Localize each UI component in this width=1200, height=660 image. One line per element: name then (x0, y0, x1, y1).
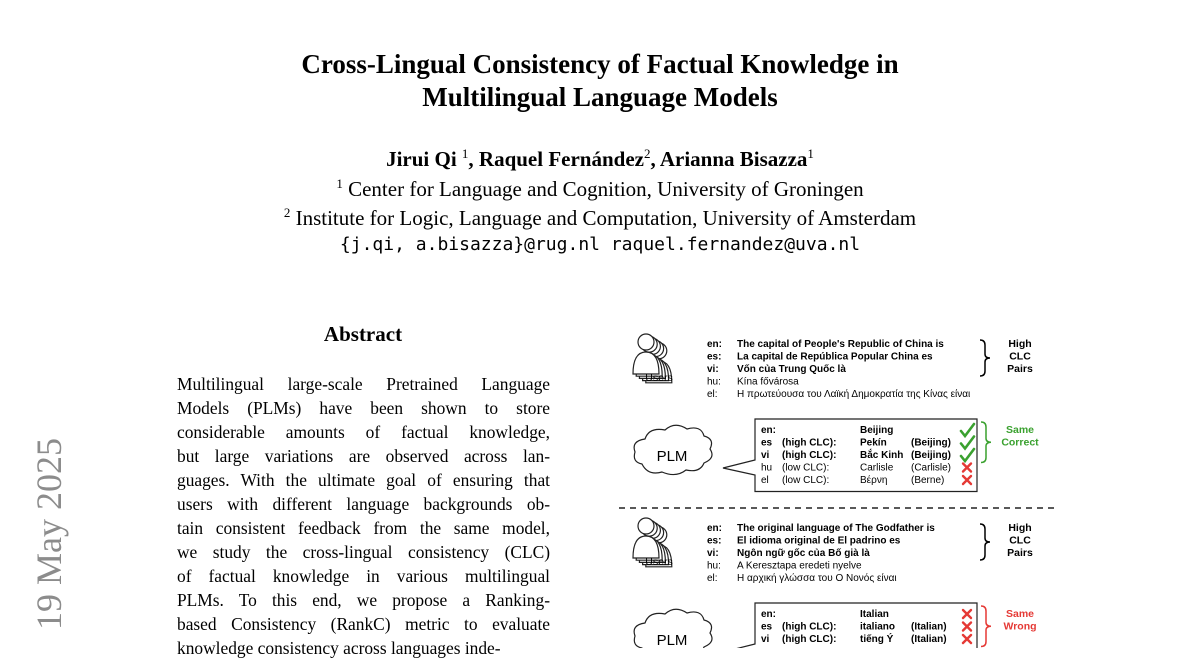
abstract-line: knowledge consistency across languages inde- (177, 638, 501, 658)
abstract-line: PLMs. To this end, we propose a Ranking- (177, 590, 550, 610)
author-mark: 1 (807, 146, 814, 161)
figure-canvas (615, 328, 1060, 648)
answer-value: Bắc Kinh (860, 450, 904, 461)
query-lang: es: (707, 351, 722, 363)
answer-gloss: (Beijing) (911, 437, 951, 449)
answer-lang: hu (761, 462, 773, 474)
query-lang: es: (707, 535, 722, 547)
abstract-line: Multilingual large-scale Pretrained Language (177, 374, 550, 394)
author-name: Arianna Bisazza (659, 147, 808, 171)
abstract-line: we study the cross-lingual consistency (CLC) (177, 542, 550, 562)
abstract-body (177, 372, 550, 660)
affiliation-text: Center for Language and Cognition, University of Groningen (348, 177, 864, 201)
query-lang: vi: (707, 364, 719, 375)
query-text: Kína fővárosa (737, 376, 799, 388)
author-name: Jirui Qi (386, 147, 457, 171)
answer-gloss: (Beijing) (911, 450, 951, 461)
answer-lang: es (761, 621, 773, 633)
abstract-line: tain consistent feedback from the same model, (177, 518, 550, 538)
answer-value: Βέρνη (860, 475, 888, 486)
affiliation-1 (0, 176, 1200, 202)
answer-gloss: (Italian) (911, 634, 947, 645)
answer-clc: (low CLC): (782, 475, 830, 486)
high-clc-pairs-label: High (1008, 522, 1032, 534)
figure-clc-example (615, 328, 1060, 648)
query-text: La capital de República Popular China es (737, 351, 933, 363)
brace-icon (980, 340, 990, 376)
paper-title (0, 48, 1200, 114)
query-text: El idioma original de El padrino es (737, 535, 901, 547)
users-label: Users (645, 372, 673, 384)
query-text: The original language of The Godfather is (737, 523, 935, 534)
answer-lang: vi (761, 634, 770, 645)
title-line-2: Multilingual Language Models (422, 82, 778, 112)
affiliation-2 (0, 205, 1200, 231)
affiliation-mark: 1 (336, 176, 343, 191)
high-clc-pairs-label: CLC (1009, 534, 1031, 547)
query-lang: hu: (707, 376, 721, 388)
abstract-line: considerable amounts of factual knowledge, (177, 422, 550, 442)
query-lang: en: (707, 339, 722, 350)
answer-lang: vi (761, 450, 770, 461)
answer-gloss: (Italian) (911, 621, 947, 633)
author-name: Raquel Fernández (478, 147, 644, 171)
query-text: Vốn của Trung Quốc là (737, 364, 846, 375)
query-lang: en: (707, 523, 722, 534)
plm-label: PLM (656, 632, 688, 648)
author-list: Jirui Qi $^1$, Raquel Fernández$^2$, Arianna Bisazza$^1$ (386, 146, 814, 171)
author-emails: {j.qi, a.bisazza}@rug.nl raquel.fernandez@uva.nl (339, 234, 861, 255)
abstract-line: users with different language backgrounds ob- (177, 494, 550, 514)
query-text: Η πρωτεύουσα του Λαϊκή Δημοκρατία της Κίνας είναι (737, 389, 971, 400)
brace-icon (981, 606, 991, 647)
answer-clc: (high CLC): (782, 437, 837, 449)
answer-clc: (high CLC): (782, 634, 837, 645)
answer-value: Beijing (860, 425, 894, 436)
user-head-icon (638, 334, 654, 350)
author-mark: 1 (461, 146, 469, 161)
abstract-line: guages. With the ultimate goal of ensuring that (177, 470, 550, 490)
verdict-label: Wrong (1003, 620, 1037, 633)
plm-label: PLM (656, 448, 688, 465)
arxiv-date: 19 May 2025 (29, 438, 69, 630)
affiliation-mark: 2 (283, 205, 291, 220)
verdict-label: Same (1005, 424, 1035, 436)
answer-lang: el (761, 475, 769, 486)
query-lang: vi: (707, 548, 719, 559)
title-line-1: Cross-Lingual Consistency of Factual Knowledge in (301, 49, 899, 79)
abstract-line: of factual knowledge in various multilingual (177, 566, 550, 586)
answer-value: Italian (860, 609, 889, 620)
answer-lang: en: (761, 425, 776, 436)
query-text: A Keresztapa eredeti nyelve (737, 560, 862, 572)
brace-icon (981, 422, 991, 463)
affiliation-text: Institute for Logic, Language and Computation, University of Amsterdam (295, 206, 917, 230)
abstract-heading: Abstract (323, 322, 403, 346)
answer-lang: es (761, 437, 773, 449)
answer-value: Carlisle (860, 462, 894, 474)
author-mark: 2 (643, 146, 651, 161)
answer-value: Pekín (860, 437, 887, 449)
query-text: Ngôn ngữ gốc của Bố già là (737, 548, 870, 559)
answer-clc: (low CLC): (782, 462, 830, 474)
high-clc-pairs-label: Pairs (1007, 363, 1033, 375)
abstract-line: based Consistency (RankC) metric to evaluate (177, 614, 550, 634)
users-label: Users (645, 556, 673, 568)
brace-icon (980, 524, 990, 560)
query-lang: el: (707, 389, 718, 400)
answer-clc: (high CLC): (782, 621, 837, 633)
verdict-label: Same (1005, 608, 1035, 620)
answer-value: tiếng Ý (860, 634, 894, 645)
answer-lang: en: (761, 609, 776, 620)
arxiv-date-stamp (28, 410, 74, 630)
query-text: The capital of People's Republic of China is (737, 339, 944, 350)
query-lang: el: (707, 573, 718, 584)
query-text: Η αρχική γλώσσα του Ο Νονός είναι (737, 573, 897, 584)
high-clc-pairs-label: Pairs (1007, 547, 1033, 559)
high-clc-pairs-label: CLC (1009, 350, 1031, 363)
query-lang: hu: (707, 560, 721, 572)
high-clc-pairs-label: High (1008, 338, 1032, 350)
verdict-label: Correct (1001, 436, 1039, 449)
answer-gloss: (Berne) (911, 475, 945, 486)
abstract-line: Models (PLMs) have been shown to store (177, 398, 550, 418)
answer-gloss: (Carlisle) (911, 462, 951, 474)
answer-clc: (high CLC): (782, 450, 837, 461)
user-head-icon (638, 518, 654, 534)
abstract-line: but large variations are observed across lan- (177, 446, 550, 466)
answer-value: italiano (860, 621, 896, 633)
